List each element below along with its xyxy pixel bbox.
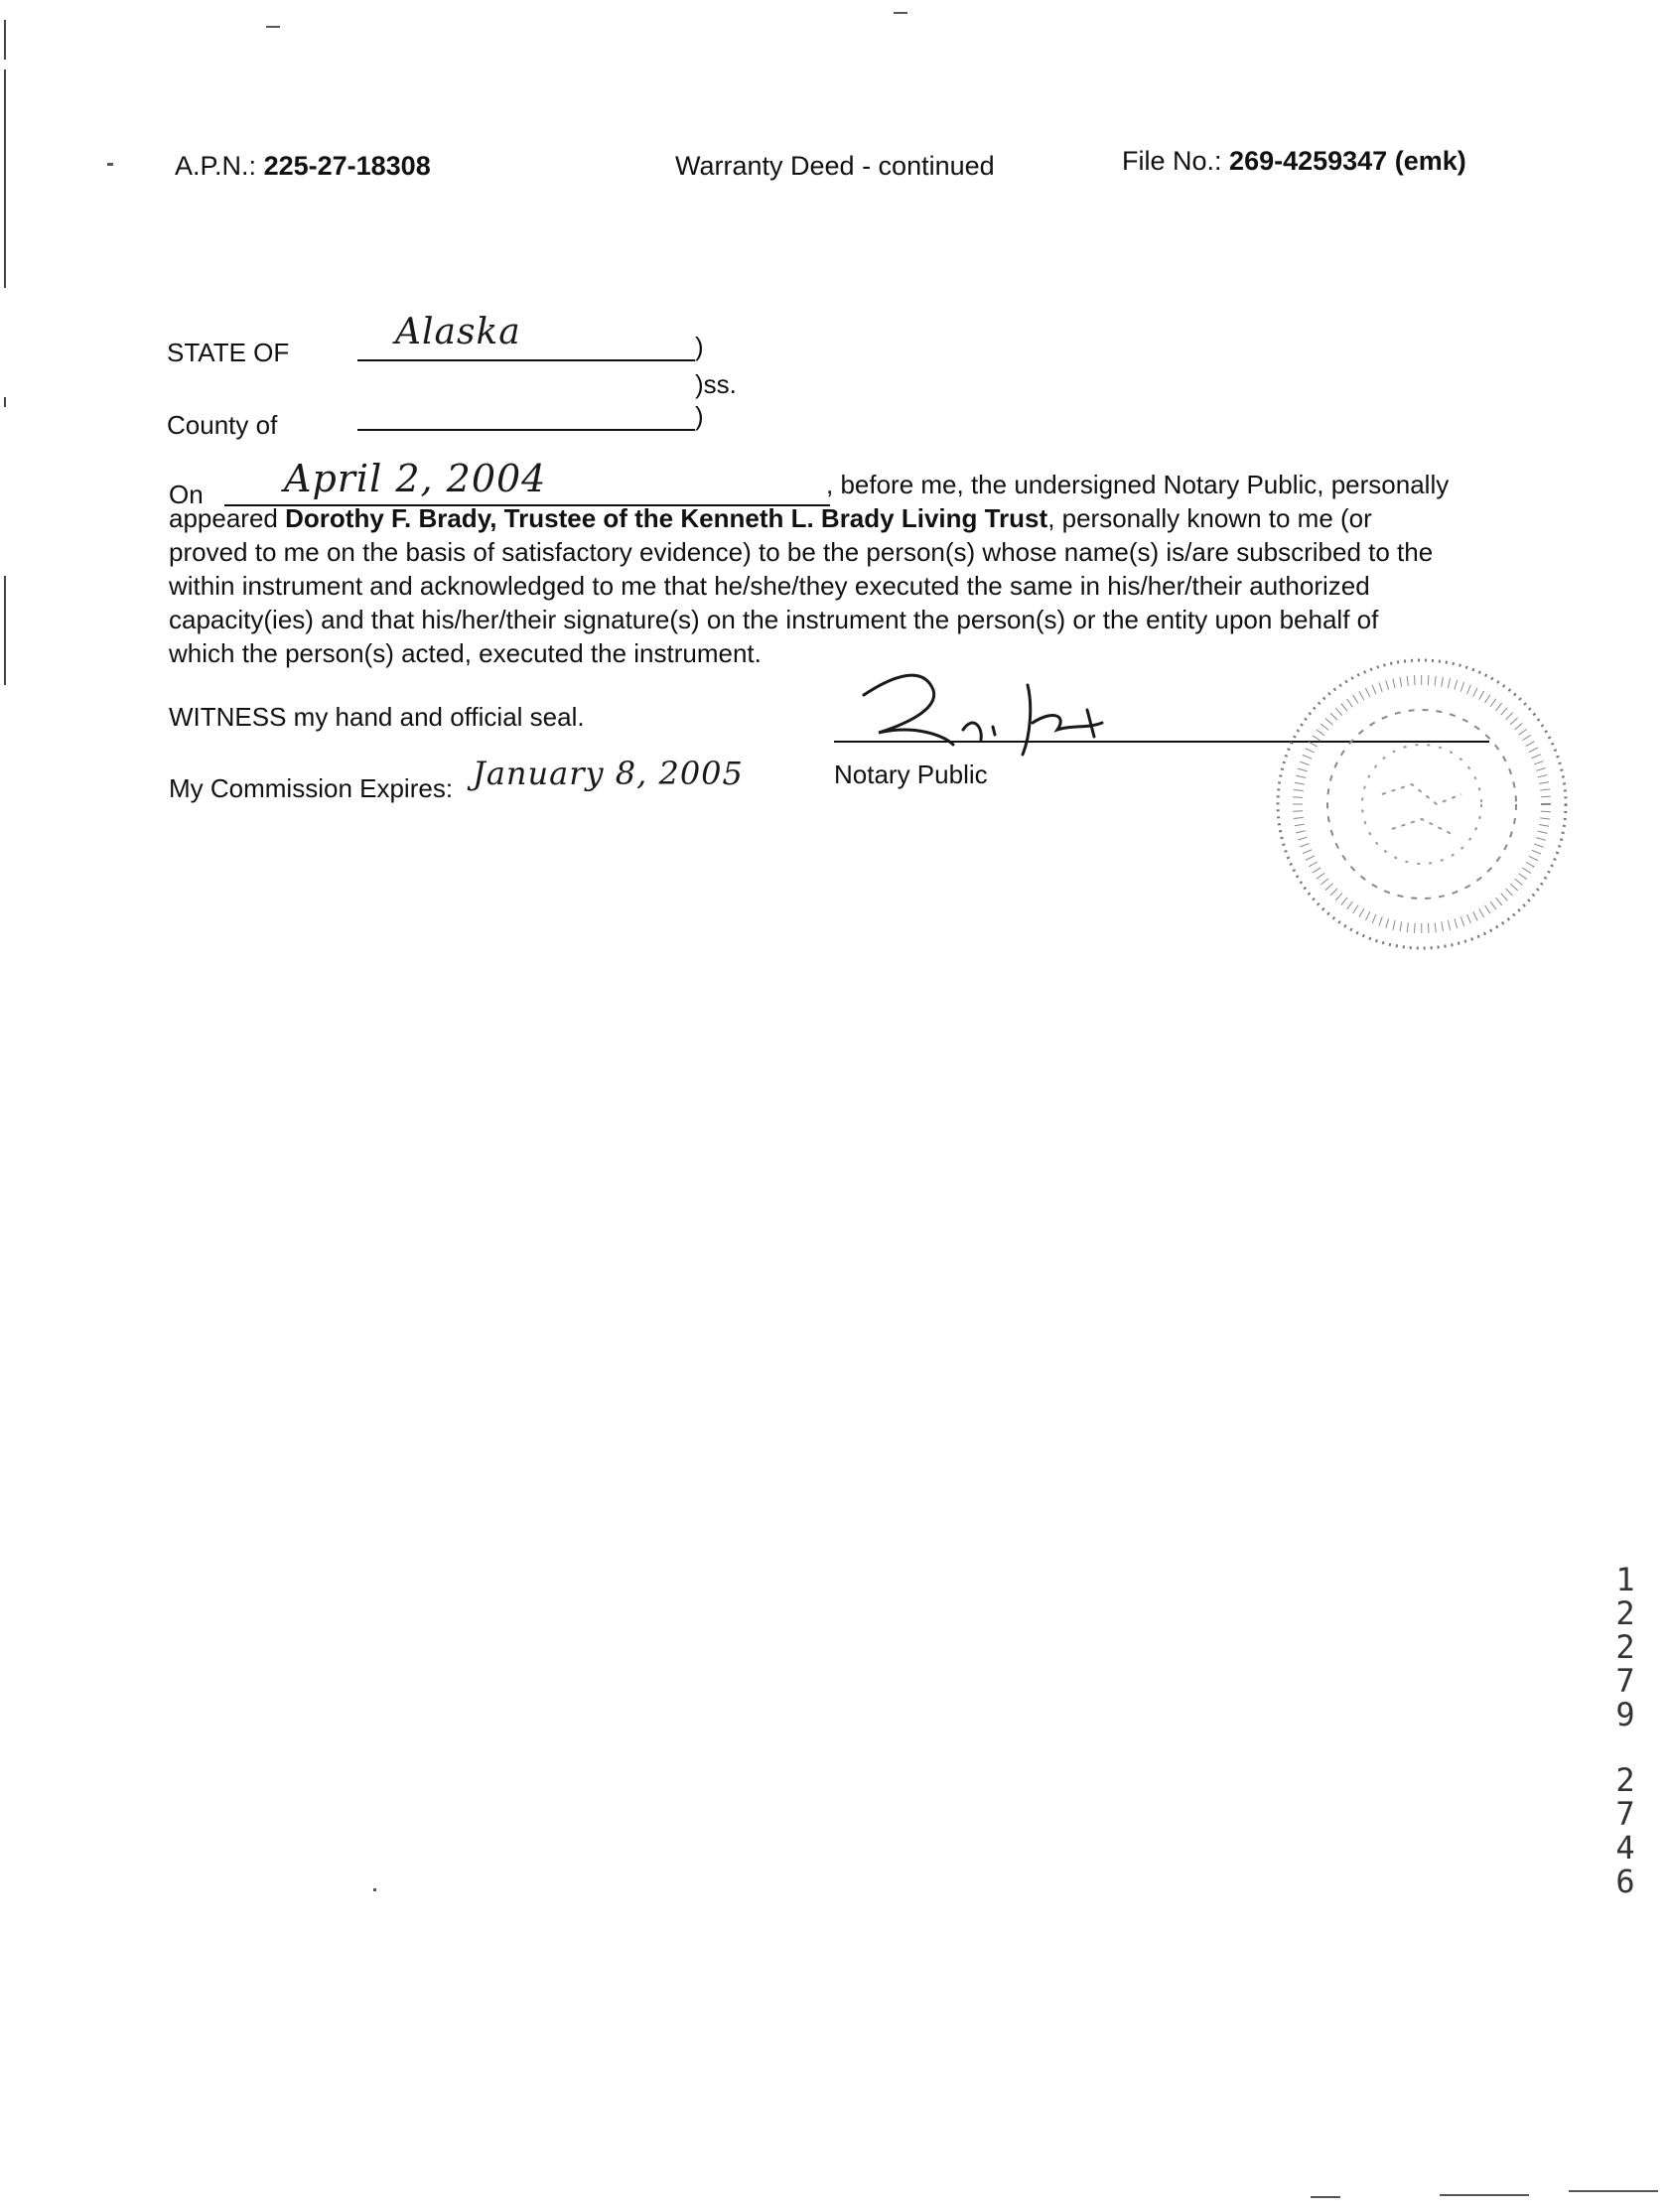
recording-number: 1 2 2 7 9 2 7 4 6 <box>1615 1561 1635 1900</box>
county-paren: ) <box>695 401 704 431</box>
scan-speck <box>1311 2196 1340 2198</box>
ack-line-1: , before me, the undersigned Notary Public, personally <box>826 470 1450 499</box>
state-paren: ) <box>695 332 704 361</box>
ack-line-2-rest: , personally known to me (or <box>1047 503 1372 533</box>
scan-speck <box>1569 2190 1658 2192</box>
ack-line-2 <box>169 500 1372 536</box>
notary-seal-icon <box>1263 645 1581 963</box>
county-label: County of <box>167 410 278 440</box>
ack-line-3: proved to me on the basis of satisfactory evidence) to be the person(s) whose name(s) is/are subscribed to the <box>169 537 1434 567</box>
scan-edge-mark <box>4 20 6 60</box>
scan-speck <box>266 26 280 28</box>
acknowledgment-date: April 2, 2004 <box>284 457 547 500</box>
ack-line-4: within instrument and acknowledged to me that he/she/they executed the same in his/her/their authorized <box>169 571 1370 601</box>
scan-speck <box>107 163 113 166</box>
on-label: On <box>169 480 204 509</box>
county-underline <box>357 429 695 431</box>
ss-mark: )ss. <box>695 369 737 399</box>
appeared-word: appeared <box>169 503 278 533</box>
state-value: Alaska <box>395 312 521 352</box>
scan-speck <box>894 12 907 14</box>
signer-name: Dorothy F. Brady, Trustee of the Kenneth L. Brady Living Trust <box>285 503 1048 533</box>
apn-label: A.P.N.: <box>175 151 257 181</box>
ack-line-6: which the person(s) acted, executed the instrument. <box>169 638 762 668</box>
scan-speck <box>373 1888 376 1891</box>
scan-speck <box>1440 2194 1529 2196</box>
state-underline <box>357 359 695 361</box>
witness-statement: WITNESS my hand and official seal. <box>169 702 585 732</box>
state-label: STATE OF <box>167 338 290 367</box>
document-title: Warranty Deed - continued <box>675 151 995 181</box>
commission-label: My Commission Expires: <box>169 773 454 803</box>
scan-edge-mark <box>4 69 6 288</box>
notary-label: Notary Public <box>834 760 988 789</box>
file-value: 269-4259347 (emk) <box>1229 146 1466 176</box>
apn-field <box>175 151 431 182</box>
apn-value: 225-27-18308 <box>263 151 431 181</box>
ack-line-5: capacity(ies) and that his/her/their signature(s) on the instrument the person(s) or the entity upon behalf of <box>169 605 1379 634</box>
scan-edge-mark <box>4 397 6 407</box>
commission-expiration: January 8, 2005 <box>473 755 744 792</box>
file-number-field <box>1122 146 1466 177</box>
scan-edge-mark <box>4 576 6 685</box>
file-label: File No.: <box>1122 146 1222 176</box>
